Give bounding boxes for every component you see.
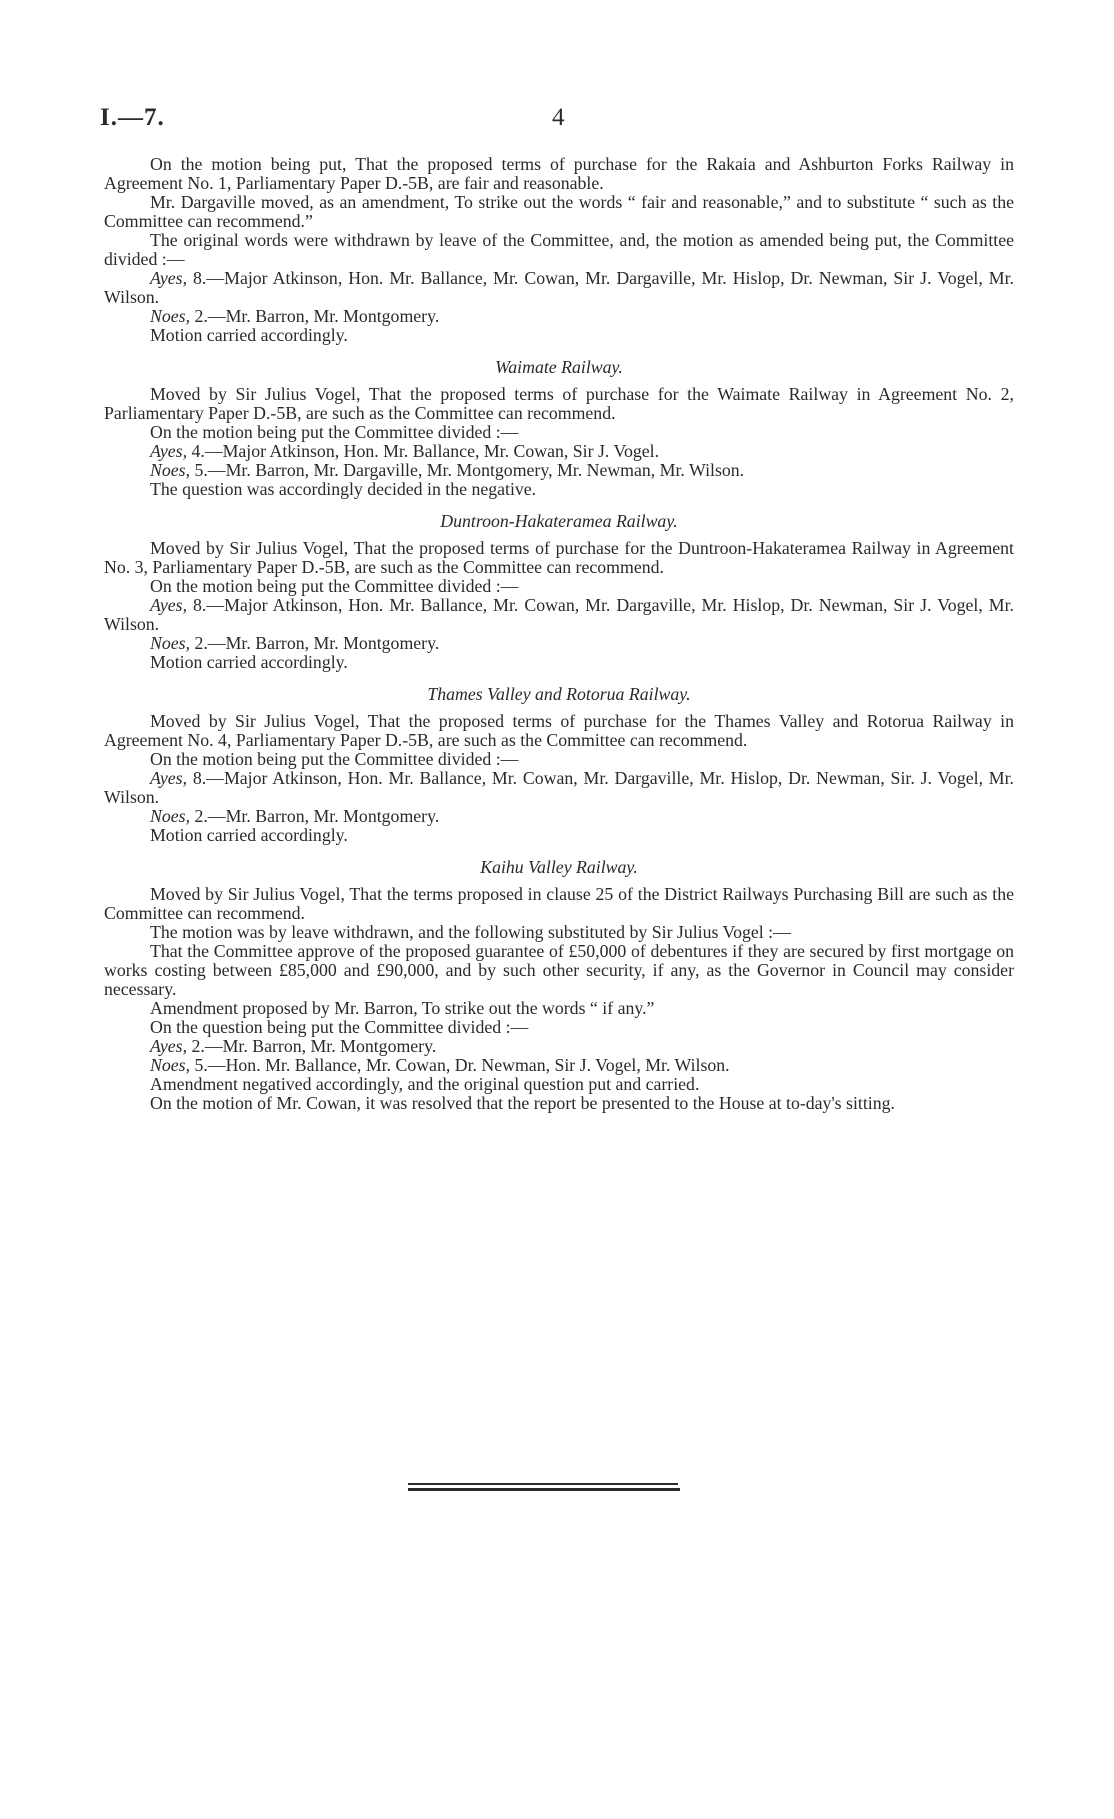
ayes-vote	[104, 596, 1014, 634]
paragraph: Moved by Sir Julius Vogel, That the proposed terms of purchase for the Thames Valley and Rotorua Railway in Agreement No. 4, Parliamentary Paper D.-5B, are such as the Committee can recommend.	[104, 711, 1014, 750]
ayes-label: Ayes,	[150, 441, 188, 461]
noes-vote	[104, 1056, 1014, 1075]
noes-names: 5.—Hon. Mr. Ballance, Mr. Cowan, Dr. Newman, Sir J. Vogel, Mr. Wilson.	[190, 1055, 730, 1075]
ayes-label: Ayes,	[150, 268, 188, 288]
paragraph: That the Committee approve of the proposed guarantee of £50,000 of debentures if they are secured by first mortgage on works costing between £85,000 and £90,000, and by such other security, if any, as the Governor in Council may consider necessary.	[104, 941, 1014, 999]
ayes-label: Ayes,	[150, 595, 188, 615]
section-title: Duntroon-Hakateramea Railway.	[440, 511, 678, 531]
document-body	[104, 155, 1014, 1113]
paragraph: On the question being put the Committee divided :—	[150, 1017, 529, 1037]
ayes-names: 2.—Mr. Barron, Mr. Montgomery.	[187, 1036, 437, 1056]
noes-label: Noes,	[150, 633, 191, 653]
ayes-label: Ayes,	[150, 1036, 188, 1056]
paragraph: Moved by Sir Julius Vogel, That the proposed terms of purchase for the Duntroon-Hakateramea Railway in Agreement No. 3, Parliamentary Paper D.-5B, are such as the Committee can recommend.	[104, 538, 1014, 577]
noes-names: 5.—Mr. Barron, Mr. Dargaville, Mr. Montgomery, Mr. Newman, Mr. Wilson.	[190, 460, 745, 480]
noes-names: 2.—Mr. Barron, Mr. Montgomery.	[190, 306, 440, 326]
ayes-names: 4.—Major Atkinson, Hon. Mr. Ballance, Mr. Cowan, Sir J. Vogel.	[187, 441, 660, 461]
noes-vote	[104, 307, 1014, 326]
ayes-names: 8.—Major Atkinson, Hon. Mr. Ballance, Mr. Cowan, Mr. Dargaville, Mr. Hislop, Dr. Newman, Sir J. Vogel, Mr. Wilson.	[104, 268, 1014, 307]
paragraph: Amendment proposed by Mr. Barron, To strike out the words “ if any.”	[150, 998, 655, 1018]
closing-rule	[408, 1483, 680, 1492]
section-title: Thames Valley and Rotorua Railway.	[427, 684, 691, 704]
result-line: Motion carried accordingly.	[150, 825, 348, 845]
noes-names: 2.—Mr. Barron, Mr. Montgomery.	[190, 633, 440, 653]
ayes-vote	[104, 442, 1014, 461]
noes-label: Noes,	[150, 306, 191, 326]
noes-names: 2.—Mr. Barron, Mr. Montgomery.	[190, 806, 440, 826]
paragraph: On the motion being put the Committee divided :—	[150, 576, 519, 596]
paragraph: On the motion being put the Committee divided :—	[150, 422, 519, 442]
noes-label: Noes,	[150, 460, 191, 480]
rule-line	[408, 1483, 678, 1485]
paragraph: Mr. Dargaville moved, as an amendment, To strike out the words “ fair and reasonable,” and to substitute “ such as the Committee can recommend.”	[104, 192, 1014, 231]
ayes-vote	[104, 769, 1014, 807]
noes-vote	[104, 807, 1014, 826]
result-line: Motion carried accordingly.	[150, 652, 348, 672]
paragraph: Moved by Sir Julius Vogel, That the terms proposed in clause 25 of the District Railways Purchasing Bill are such as the Committee can recommend.	[104, 884, 1014, 923]
ayes-vote	[104, 269, 1014, 307]
paragraph: Amendment negatived accordingly, and the original question put and carried.	[150, 1074, 700, 1094]
rule-line	[408, 1488, 680, 1491]
ayes-label: Ayes,	[150, 768, 188, 788]
noes-label: Noes,	[150, 806, 191, 826]
paragraph: The original words were withdrawn by leave of the Committee, and, the motion as amended being put, the Committee divided :—	[104, 230, 1014, 269]
paragraph: Moved by Sir Julius Vogel, That the proposed terms of purchase for the Waimate Railway in Agreement No. 2, Parliamentary Paper D.-5B, are such as the Committee can recommend.	[104, 384, 1014, 423]
section-title: Kaihu Valley Railway.	[480, 857, 638, 877]
page-number: 4	[552, 104, 565, 131]
noes-label: Noes,	[150, 1055, 191, 1075]
paragraph: On the motion being put the Committee divided :—	[150, 749, 519, 769]
result-line: The question was accordingly decided in the negative.	[150, 479, 537, 499]
paragraph: On the motion of Mr. Cowan, it was resolved that the report be presented to the House at to-day's sitting.	[150, 1093, 895, 1113]
noes-vote	[104, 461, 1014, 480]
section-title: Waimate Railway.	[495, 357, 623, 377]
ayes-vote	[104, 1037, 1014, 1056]
paper-reference: I.—7.	[100, 104, 165, 131]
paragraph: On the motion being put, That the proposed terms of purchase for the Rakaia and Ashburton Forks Railway in Agreement No. 1, Parliamentary Paper D.-5B, are fair and reasonable.	[104, 154, 1014, 193]
page-header	[100, 104, 1014, 134]
paragraph: The motion was by leave withdrawn, and the following substituted by Sir Julius Vogel :—	[150, 922, 791, 942]
ayes-names: 8.—Major Atkinson, Hon. Mr. Ballance, Mr. Cowan, Mr. Dargaville, Mr. Hislop, Dr. Newman, Sir J. Vogel, Mr. Wilson.	[104, 595, 1014, 634]
result-line: Motion carried accordingly.	[150, 325, 348, 345]
noes-vote	[104, 634, 1014, 653]
ayes-names: 8.—Major Atkinson, Hon. Mr. Ballance, Mr. Cowan, Mr. Dargaville, Mr. Hislop, Dr. Newman, Sir. J. Vogel, Mr. Wilson.	[104, 768, 1014, 807]
